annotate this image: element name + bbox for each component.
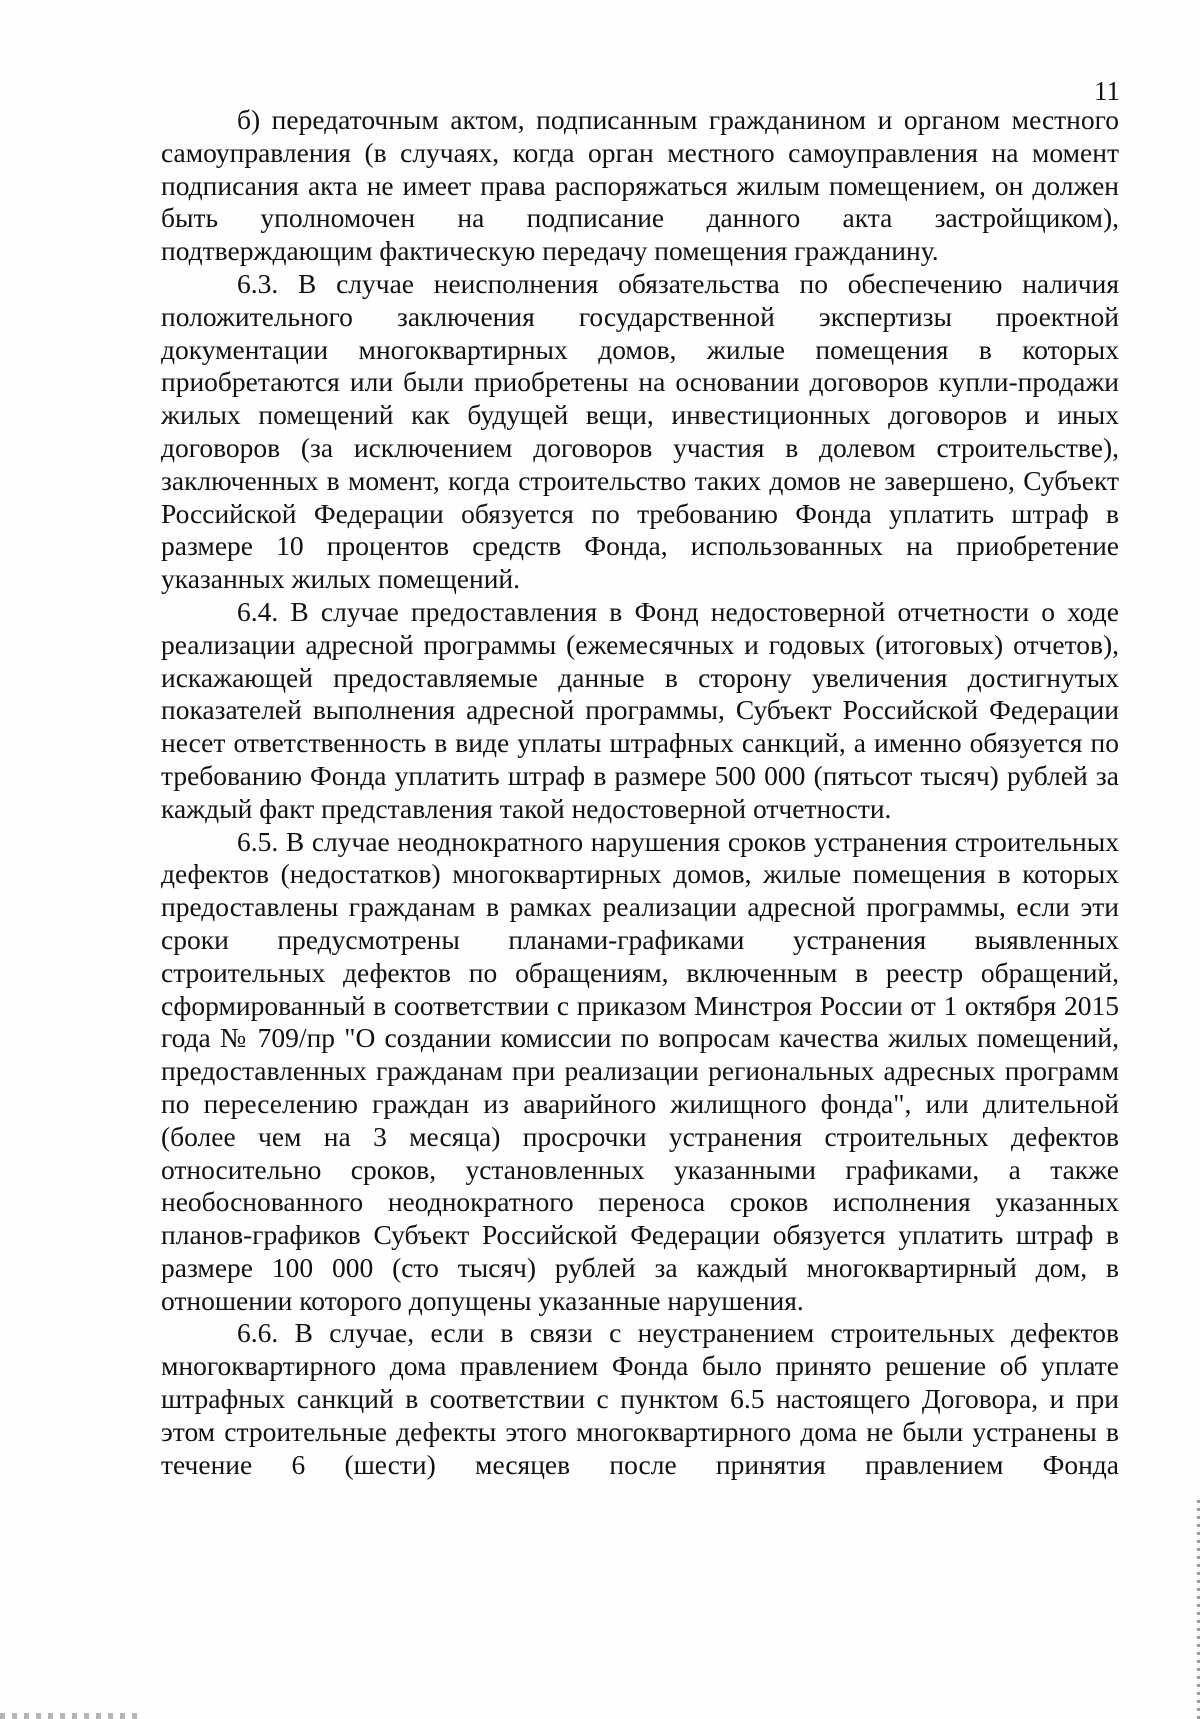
paragraph-6-3: 6.3. В случае неисполнения обязательства по обеспечению наличия положительного заключения государственной экспертизы проектной документации многоквартирных домов, жилые помещения в которых приобретаются или были приобретены на основании договоров купли-продажи жилых помещений как будущей вещи, инвестиционных договоров и иных договоров (за исключением договоров участия в долевом строительстве), заключенных в момент, когда строительство таких домов не завершено, Субъект Российской Федерации обязуется по требованию Фонда уплатить штраф в размере 10 процентов средств Фонда, использованных на приобретение указанных жилых помещений. [161, 267, 1119, 595]
paragraph-b-transfer-act: б) передаточным актом, подписанным гражданином и органом местного самоуправления (в случаях, когда орган местного самоуправления на момент подписания акта не имеет права распоряжаться жилым помещением, он должен быть уполномочен на подписание данного акта застройщиком), подтверждающим фактическую передачу помещения гражданину. [161, 104, 1119, 267]
paragraph-6-5: 6.5. В случае неоднократного нарушения сроков устранения строительных дефектов (недостатков) многоквартирных домов, жилые помещения в которых предоставлены гражданам в рамках реализации адресной программы, если эти сроки предусмотрены планами-графиками устранения выявленных строительных дефектов по обращениям, включенным в реестр обращений, сформированный в соответствии с приказом Минстроя России от 1 октября 2015 года № 709/пр "О создании комиссии по вопросам качества жилых помещений, предоставленных гражданам при реализации региональных адресных программ по переселению граждан из аварийного жилищного фонда", или длительной (более чем на 3 месяца) просрочки устранения строительных дефектов относительно сроков, установленных указанными графиками, а также необоснованного неоднократного переноса сроков исполнения указанных планов-графиков Субъект Российской Федерации обязуется уплатить штраф в размере 100 000 (сто тысяч) рублей за каждый многоквартирный дом, в отношении которого допущены указанные нарушения. [161, 825, 1119, 1316]
paragraph-6-6: 6.6. В случае, если в связи с неустранением строительных дефектов многоквартирного дома правлением Фонда было принято решение об уплате штрафных санкций в соответствии с пунктом 6.5 настоящего Договора, и при этом строительные дефекты этого многоквартирного дома не были устранены в течение 6 (шести) месяцев после принятия правлением Фонда [161, 1317, 1119, 1480]
paragraph-6-4: 6.4. В случае предоставления в Фонд недостоверной отчетности о ходе реализации адресной программы (ежемесячных и годовых (итоговых) отчетов), искажающей предоставляемые данные в сторону увеличения достигнутых показателей выполнения адресной программы, Субъект Российской Федерации несет ответственность в виде уплаты штрафных санкций, а именно обязуется по требованию Фонда уплатить штраф в размере 500 000 (пятьсот тысяч) рублей за каждый факт представления такой недостоверной отчетности. [161, 595, 1119, 824]
scan-bottom-artifact [0, 1713, 140, 1719]
page-number: 11 [1094, 76, 1120, 106]
document-body [161, 104, 1119, 1481]
